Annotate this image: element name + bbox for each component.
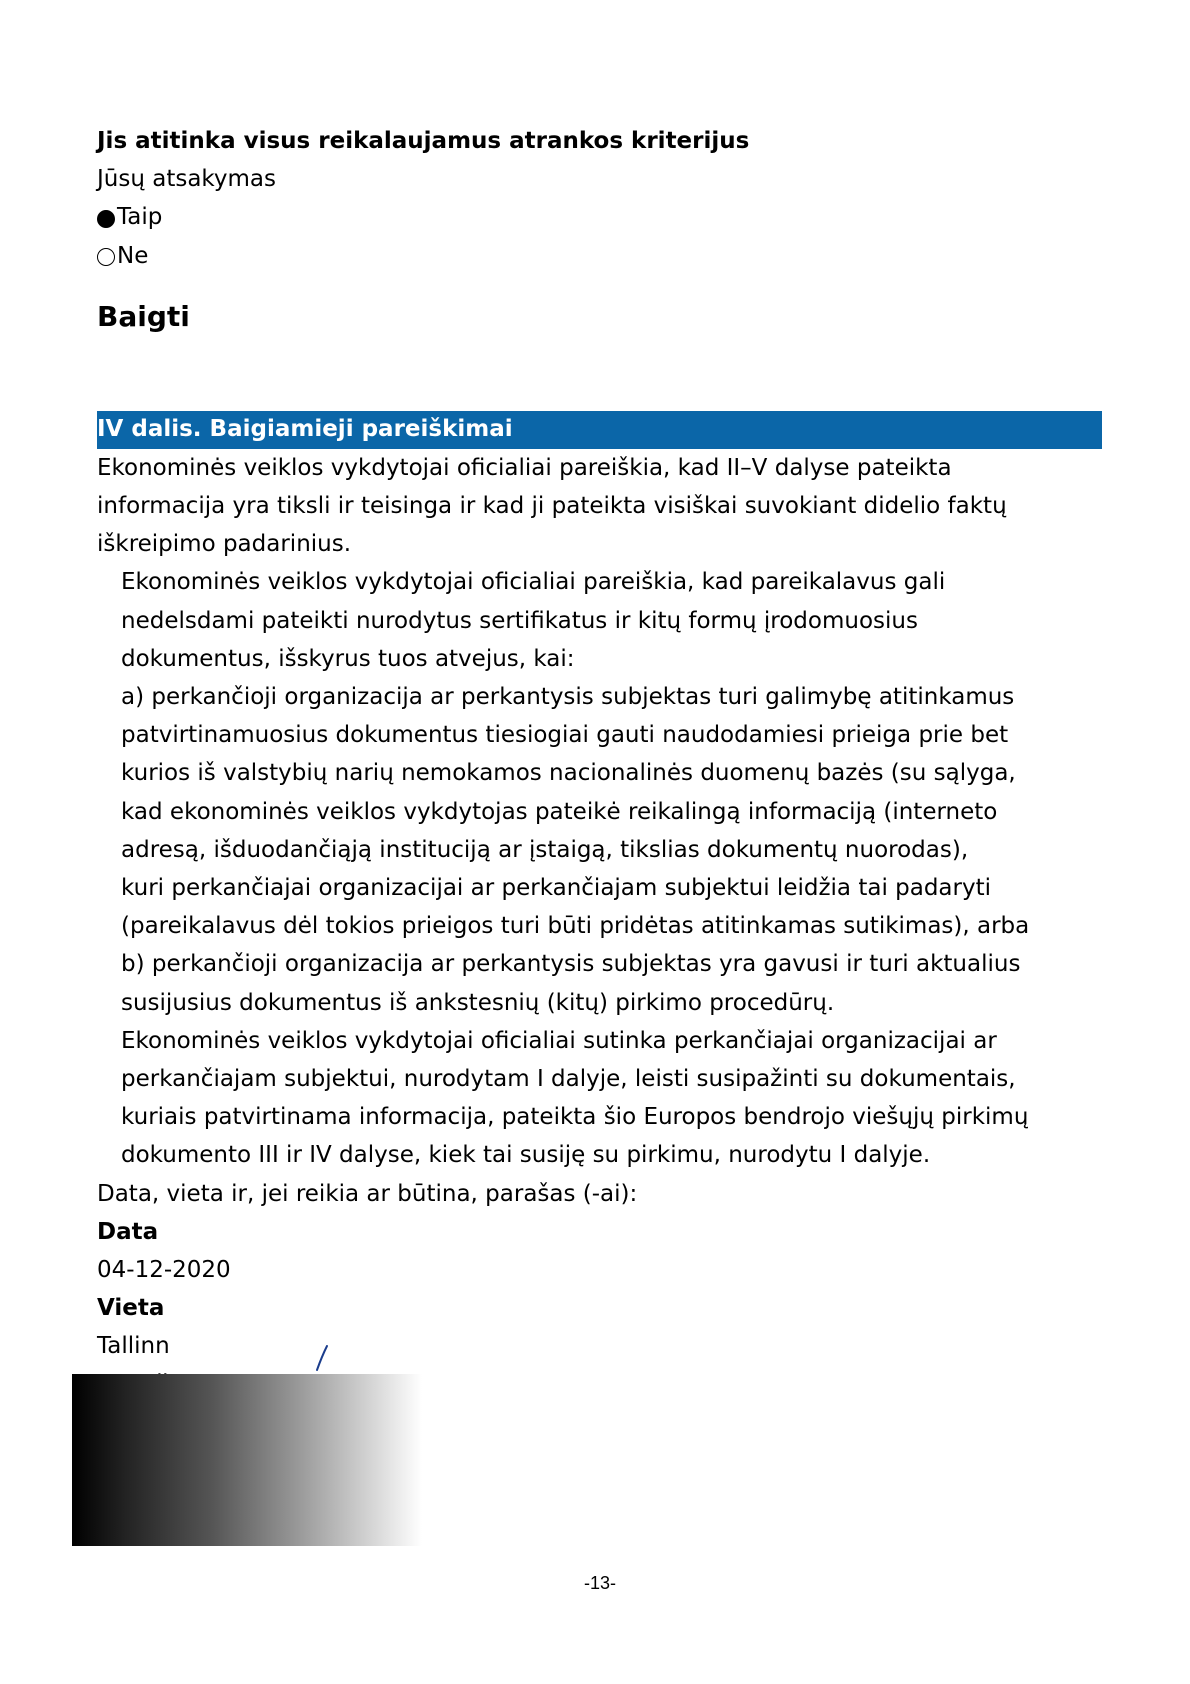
- paragraph-line: nedelsdami pateikti nurodytus sertifikatus ir kitų formų įrodomuosius: [121, 607, 918, 634]
- final-statement-paragraph: [97, 449, 1102, 564]
- paragraph-line: b) perkančioji organizacija ar perkantysis subjektas yra gavusi ir turi aktualius: [121, 951, 1021, 978]
- heading-baigti: Baigti: [97, 299, 190, 333]
- paragraph-line: adresą, išduodančiąją instituciją ar įstaigą, tikslias dokumentų nuorodas),: [121, 836, 969, 863]
- paragraph-line: patvirtinamuosius dokumentus tiesiogiai gauti naudodamiesi prieiga prie bet: [121, 722, 1009, 749]
- paragraph-line: Ekonominės veiklos vykdytojai oficialiai pareiškia, kad II–V dalyse pateikta: [97, 454, 952, 481]
- section-title-bar: IV dalis. Baigiamieji pareiškimai: [97, 411, 1102, 449]
- paragraph-line: (pareikalavus dėl tokios prieigos turi būti pridėtas atitinkamas sutikimas), arba: [121, 913, 1030, 940]
- question-title: Jis atitinka visus reikalaujamus atrankos kriterijus: [97, 128, 750, 154]
- radio-selected-icon: [97, 210, 115, 228]
- date-value: 04-12-2020: [97, 1257, 231, 1284]
- date-label: Data: [97, 1218, 159, 1245]
- document-body: [97, 122, 1102, 1388]
- signature-intro: Data, vieta ir, jei reikia ar būtina, parašas (-ai):: [97, 1180, 638, 1207]
- paragraph-line: dokumento III ir IV dalyse, kiek tai susiję su pirkimu, nurodytu I dalyje.: [121, 1142, 931, 1169]
- page-number: -13-: [583, 1573, 616, 1593]
- paragraph-line: perkančiajam subjektui, nurodytam I dalyje, leisti susipažinti su dokumentais,: [121, 1066, 1016, 1093]
- radio-unselected-icon: [97, 248, 115, 266]
- paragraph-line: kuri perkančiajai organizacijai ar perkančiajam subjektui leidžia tai padaryti: [121, 875, 992, 902]
- radio-option-taip[interactable]: [97, 198, 1102, 236]
- paragraph-line: informacija yra tiksli ir teisinga ir kad ji pateikta visiškai suvokiant didelio faktų: [97, 493, 1007, 520]
- paragraph-line: a) perkančioji organizacija ar perkantysis subjektas turi galimybę atitinkamus: [121, 684, 1015, 711]
- paragraph-line: Ekonominės veiklos vykdytojai oficialiai pareiškia, kad pareikalavus gali: [121, 569, 946, 596]
- paragraph-line: kurios iš valstybių narių nemokamos nacionalinės duomenų bazės (su sąlyga,: [121, 760, 1016, 787]
- indented-statements: [97, 563, 1102, 1174]
- place-value: Tallinn: [97, 1333, 170, 1360]
- answer-label: Jūsų atsakymas: [97, 166, 277, 193]
- paragraph-line: susijusius dokumentus iš ankstesnių (kitų) pirkimo procedūrų.: [121, 989, 835, 1016]
- redacted-signature-block: [72, 1374, 422, 1546]
- paragraph-line: kuriais patvirtinama informacija, pateikta šio Europos bendrojo viešųjų pirkimų: [121, 1104, 1029, 1131]
- place-label: Vieta: [97, 1295, 165, 1322]
- paragraph-line: dokumentus, išskyrus tuos atvejus, kai:: [121, 645, 575, 672]
- paragraph-line: Ekonominės veiklos vykdytojai oficialiai sutinka perkančiajai organizacijai ar: [121, 1027, 997, 1054]
- radio-option-ne[interactable]: [97, 237, 1102, 275]
- paragraph-line: kad ekonominės veiklos vykdytojas pateikė reikalingą informaciją (interneto: [121, 798, 998, 825]
- paragraph-line: iškreipimo padarinius.: [97, 531, 352, 558]
- radio-option-label: Ne: [117, 242, 149, 269]
- radio-option-label: Taip: [117, 204, 163, 231]
